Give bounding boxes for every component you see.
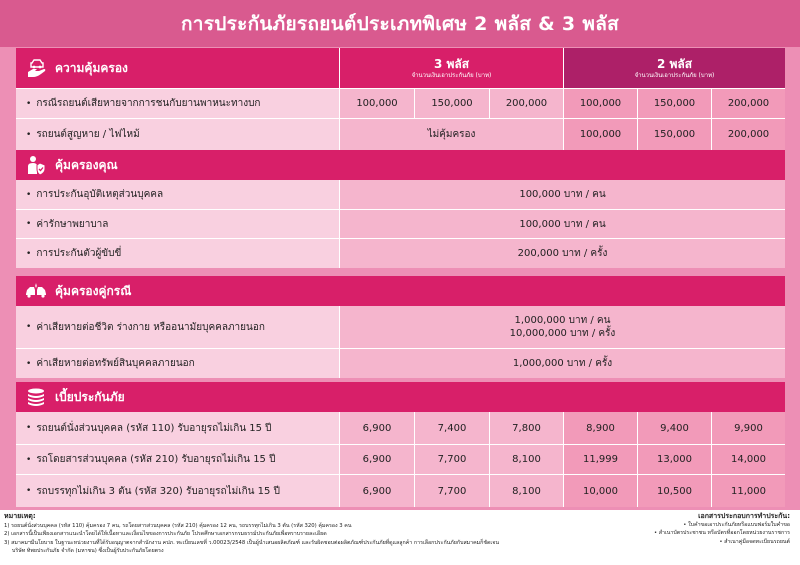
plan2-subtitle: จำนวนเงินเอาประกันภัย (บาท) (634, 71, 715, 79)
value-cell: 14,000 (712, 445, 785, 474)
coverage-header-cell (16, 48, 340, 88)
value-cell: 200,000 (712, 119, 785, 150)
value-cell: 11,000 (712, 475, 785, 507)
document-item: • ใบคำขอเอาประกันภัยหรือแบบฟอร์มใบคำขอ (683, 521, 790, 528)
value-cell: 1,000,000 บาท / ครั้ง (340, 349, 785, 378)
table-row (16, 118, 785, 150)
value-cell: 7,800 (490, 412, 564, 444)
coverage-header-label: ความคุ้มครอง (55, 60, 128, 75)
coins-icon (25, 386, 47, 408)
value-cell: 150,000 (638, 119, 712, 150)
plan2-title: 2 พลัส (656, 56, 693, 71)
page-title: การประกันภัยรถยนต์ประเภทพิเศษ 2 พลัส & 3 พลัส (0, 0, 800, 47)
documents-section (640, 512, 790, 546)
notes-section (4, 512, 694, 556)
section-label: คุ้มครองคู่กรณี (55, 283, 132, 298)
value-cell: 150,000 (638, 89, 712, 118)
hand-car-icon (25, 57, 47, 79)
value-cell: 11,999 (564, 445, 638, 474)
value-cell: 150,000 (415, 89, 490, 118)
value-cell: 6,900 (340, 412, 415, 444)
section-label: เบี้ยประกันภัย (55, 389, 125, 404)
not-covered-cell: ไม่คุ้มครอง (340, 119, 564, 150)
value-cell: 10,000 (564, 475, 638, 507)
plan2-header (564, 48, 785, 88)
table-row (16, 348, 785, 378)
row-label: • รถโดยสารส่วนบุคคล (รหัส 210) รับอายุรถไม่เกิน 15 ปี (16, 445, 340, 474)
section-header-personal (16, 150, 785, 180)
row-label: • กรณีรถยนต์เสียหายจากการชนกับยานพาหนะทางบก (16, 89, 340, 118)
note-line: 2) เอกสารนี้เป็นเพียงเอกสารแนะนำโดยได้ให้เนื้อหาและเงื่อนไขของการประกันภัย โปรดศึกษาเอกสารกรมธรรม์ประกันภัยเพื่อทราบรายละเอียด (4, 531, 327, 537)
section-header-premium (16, 382, 785, 412)
note-line: บริษัท ทิพยประกันภัย จำกัด (มหาชน) ซึ่งเป็นผู้รับประกันภัยโดยตรง (12, 548, 164, 554)
notes-heading: หมายเหตุ: (4, 512, 36, 520)
row-label: • การประกันอุบัติเหตุส่วนบุคคล (16, 180, 340, 209)
table-row (16, 474, 785, 507)
value-cell: 6,900 (340, 445, 415, 474)
value-cell: 8,900 (564, 412, 638, 444)
table-row (16, 209, 785, 238)
value-cell: 100,000 (564, 89, 638, 118)
value-cell: 6,900 (340, 475, 415, 507)
plan3-header (340, 48, 564, 88)
table-row (16, 180, 785, 209)
value-cell: 100,000 (564, 119, 638, 150)
value-cell: 8,100 (490, 475, 564, 507)
row-label: • รถยนต์สูญหาย / ไฟไหม้ (16, 119, 340, 150)
plan3-title: 3 พลัส (433, 56, 470, 71)
row-label: • รถยนต์นั่งส่วนบุคคล (รหัส 110) รับอายุรถไม่เกิน 15 ปี (16, 412, 340, 444)
value-cell: 9,400 (638, 412, 712, 444)
value-cell: 200,000 (490, 89, 564, 118)
table-row (16, 238, 785, 268)
note-line: 1) รถยนต์นั่งส่วนบุคคล (รหัส 110) คุ้มครอง 7 คน, รถโดยสารส่วนบุคคล (รหัส 210) คุ้มครอง 12 คน, รถบรรทุกไม่เกิน 3 ตัน (รหัส 320) คุ้มครอง 3 คน (4, 522, 352, 529)
value-line: 1,000,000 บาท / คน (514, 315, 611, 326)
value-cell: 100,000 บาท / คน (340, 180, 785, 209)
row-label: • รถบรรทุกไม่เกิน 3 ตัน (รหัส 320) รับอายุรถไม่เกิน 15 ปี (16, 475, 340, 507)
table-row (16, 412, 785, 444)
value-line: 10,000,000 บาท / ครั้ง (509, 328, 616, 339)
car-crash-icon (25, 280, 47, 302)
value-cell: 200,000 บาท / ครั้ง (340, 239, 785, 268)
plan3-subtitle: จำนวนเงินเอาประกันภัย (บาท) (411, 71, 492, 79)
value-cell: 10,500 (638, 475, 712, 507)
note-line: 3) สมาคมฯมีนโยบาย ในฐานะหน่วยงานที่ได้รับอนุญาตจากสำนักงาน คปภ. ทะเบียนเลขที่ ว.00023/2548 เป็นผู้นำเสนอผลิตภัณฑ์ และรับผิดชอบต่อผลิตภัณฑ์ประกันภัยที่ดูแลลูกค้า การเลือกประกันภัยกับสมาคมก็ชัดเจน (4, 539, 499, 546)
value-cell: 8,100 (490, 445, 564, 474)
row-label: • ค่าเสียหายต่อทรัพย์สินบุคคลภายนอก (16, 349, 340, 378)
table-row (16, 306, 785, 348)
value-cell: 7,400 (415, 412, 490, 444)
table-row (16, 88, 785, 118)
section-label: คุ้มครองคุณ (55, 157, 118, 172)
table-row (16, 444, 785, 474)
value-cell (340, 306, 785, 348)
value-cell: 100,000 (340, 89, 415, 118)
documents-heading: เอกสารประกอบการทำประกัน: (698, 512, 790, 520)
row-label: • ค่าเสียหายต่อชีวิต ร่างกาย หรืออนามัยบุคคลภายนอก (16, 306, 340, 348)
row-label: • ค่ารักษาพยาบาล (16, 210, 340, 238)
value-cell: 100,000 บาท / คน (340, 210, 785, 238)
coverage-header-row (16, 48, 785, 88)
value-cell: 7,700 (415, 445, 490, 474)
section-header-third-party (16, 276, 785, 306)
document-item: • สำเนาบัตรประชาชน หรือบัตรที่ออกโดยหน่วยงานราชการ (653, 530, 790, 536)
value-cell: 7,700 (415, 475, 490, 507)
value-cell: 9,900 (712, 412, 785, 444)
value-cell: 13,000 (638, 445, 712, 474)
document-item: • สำเนาคู่มือจดทะเบียนรถยนต์ (719, 538, 790, 545)
row-label: • การประกันตัวผู้ขับขี่ (16, 239, 340, 268)
value-cell: 200,000 (712, 89, 785, 118)
person-shield-icon (25, 154, 47, 176)
